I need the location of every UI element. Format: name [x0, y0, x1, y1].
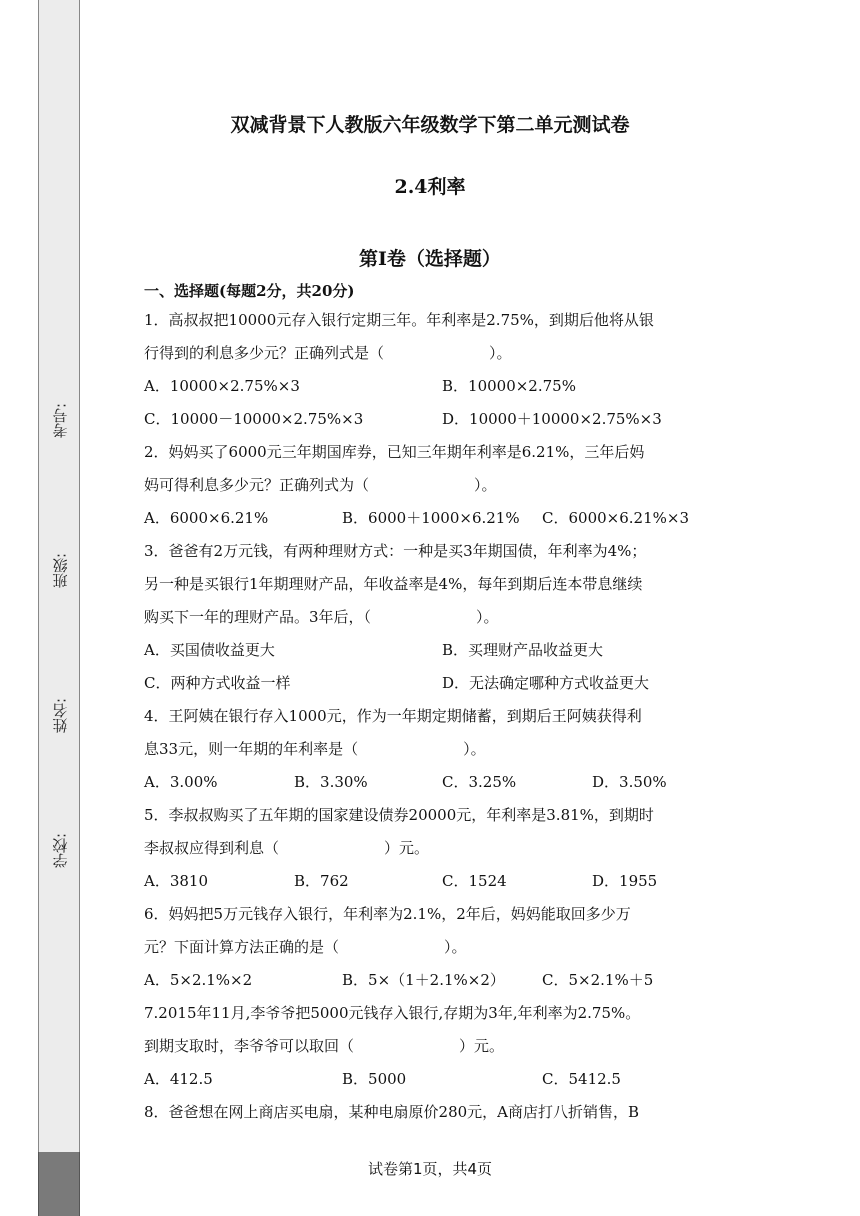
question-text: 1．高叔叔把10000元存入银行定期三年。年利率是2.75%，到期后他将从银 [144, 311, 654, 329]
option-c: C．6000×6.21%×3 [542, 509, 689, 527]
exam-number-label: 考号: [51, 402, 70, 438]
binding-margin [38, 0, 80, 1216]
option-row [144, 865, 716, 898]
question [144, 436, 716, 535]
question-text: 4．王阿姨在银行存入1000元，作为一年期定期储蓄，到期后王阿姨获得利 [144, 707, 642, 725]
option-c: C．10000－10000×2.75%×3 [144, 410, 364, 428]
question [144, 898, 716, 997]
option-row [144, 667, 716, 700]
question-text: 息33元，则一年期的年利率是（ ）。 [144, 740, 486, 758]
option-b: B．762 [294, 872, 349, 890]
question-text: 5．李叔叔购买了五年期的国家建设债券20000元，年利率是3.81%，到期时 [144, 806, 654, 824]
option-row [144, 964, 716, 997]
question [144, 799, 716, 898]
option-d: D．无法确定哪种方式收益更大 [442, 674, 650, 692]
option-b: B．买理财产品收益更大 [442, 641, 604, 659]
option-row [144, 766, 716, 799]
option-a: A．10000×2.75%×3 [144, 377, 300, 395]
option-row [144, 1063, 716, 1096]
option-row [144, 370, 716, 403]
option-a: A．5×2.1%×2 [144, 971, 253, 989]
option-b: B．10000×2.75% [442, 377, 576, 395]
option-c: C．1524 [442, 872, 507, 890]
page-subtitle: 2.4利率 [394, 176, 466, 198]
question-text: 2．妈妈买了6000元三年期国库券，已知三年期年利率是6.21%，三年后妈 [144, 443, 645, 461]
option-b: B．5×（1＋2.1%×2） [342, 971, 505, 989]
option-row [144, 502, 716, 535]
option-c: C．两种方式收益一样 [144, 674, 291, 692]
binding-margin-bottom [38, 1152, 80, 1216]
question [144, 1096, 716, 1129]
option-a: A．买国债收益更大 [144, 641, 275, 659]
option-c: C．5412.5 [542, 1070, 621, 1088]
option-c: C．5×2.1%＋5 [542, 971, 654, 989]
school-label: 学校: [51, 832, 70, 868]
question-text: 另一种是买银行1年期理财产品，年收益率是4%，每年到期后连本带息继续 [144, 575, 643, 593]
option-row [144, 634, 716, 667]
class-label: 班级: [51, 552, 70, 588]
page-title: 双减背景下人教版六年级数学下第二单元测试卷 [230, 114, 630, 136]
option-d: D．10000＋10000×2.75%×3 [442, 410, 662, 428]
option-a: A．6000×6.21% [144, 509, 269, 527]
question-text: 8．爸爸想在网上商店买电扇，某种电扇原价280元，A商店打八折销售，B [144, 1103, 640, 1121]
question-text: 到期支取时，李爷爷可以取回（ ）元。 [144, 1037, 505, 1055]
question-text: 李叔叔应得到利息（ ）元。 [144, 839, 430, 857]
questions-list [144, 304, 716, 1129]
option-a: A．412.5 [144, 1070, 213, 1088]
question-text: 行得到的利息多少元？正确列式是（ ）。 [144, 344, 512, 362]
question-text: 6．妈妈把5万元钱存入银行，年利率为2.1%，2年后，妈妈能取回多少万 [144, 905, 631, 923]
page-footer: 试卷第1页，共4页 [367, 1160, 493, 1178]
question [144, 304, 716, 436]
question [144, 535, 716, 700]
question [144, 997, 716, 1096]
question-text: 7.2015年11月,李爷爷把5000元钱存入银行,存期为3年,年利率为2.75%。 [144, 1004, 641, 1022]
question-text: 妈可得利息多少元？正确列式为（ ）。 [144, 476, 497, 494]
option-c: C．3.25% [442, 773, 517, 791]
volume-heading: 第Ⅰ卷（选择题） [359, 248, 501, 270]
name-label: 姓名: [51, 697, 70, 733]
question-text: 3．爸爸有2万元钱，有两种理财方式：一种是买3年期国债，年利率为4%； [144, 542, 647, 560]
option-b: B．3.30% [294, 773, 368, 791]
question-text: 购买下一年的理财产品。3年后，（ ）。 [144, 608, 499, 626]
option-a: A．3.00% [144, 773, 218, 791]
option-b: B．6000＋1000×6.21% [342, 509, 520, 527]
question [144, 700, 716, 799]
question-text: 元？下面计算方法正确的是（ ）。 [144, 938, 467, 956]
option-row [144, 403, 716, 436]
section-heading: 一、选择题(每题2分，共20分) [144, 282, 355, 300]
option-b: B．5000 [342, 1070, 407, 1088]
option-d: D．1955 [592, 872, 658, 890]
option-d: D．3.50% [592, 773, 667, 791]
option-a: A．3810 [144, 872, 209, 890]
